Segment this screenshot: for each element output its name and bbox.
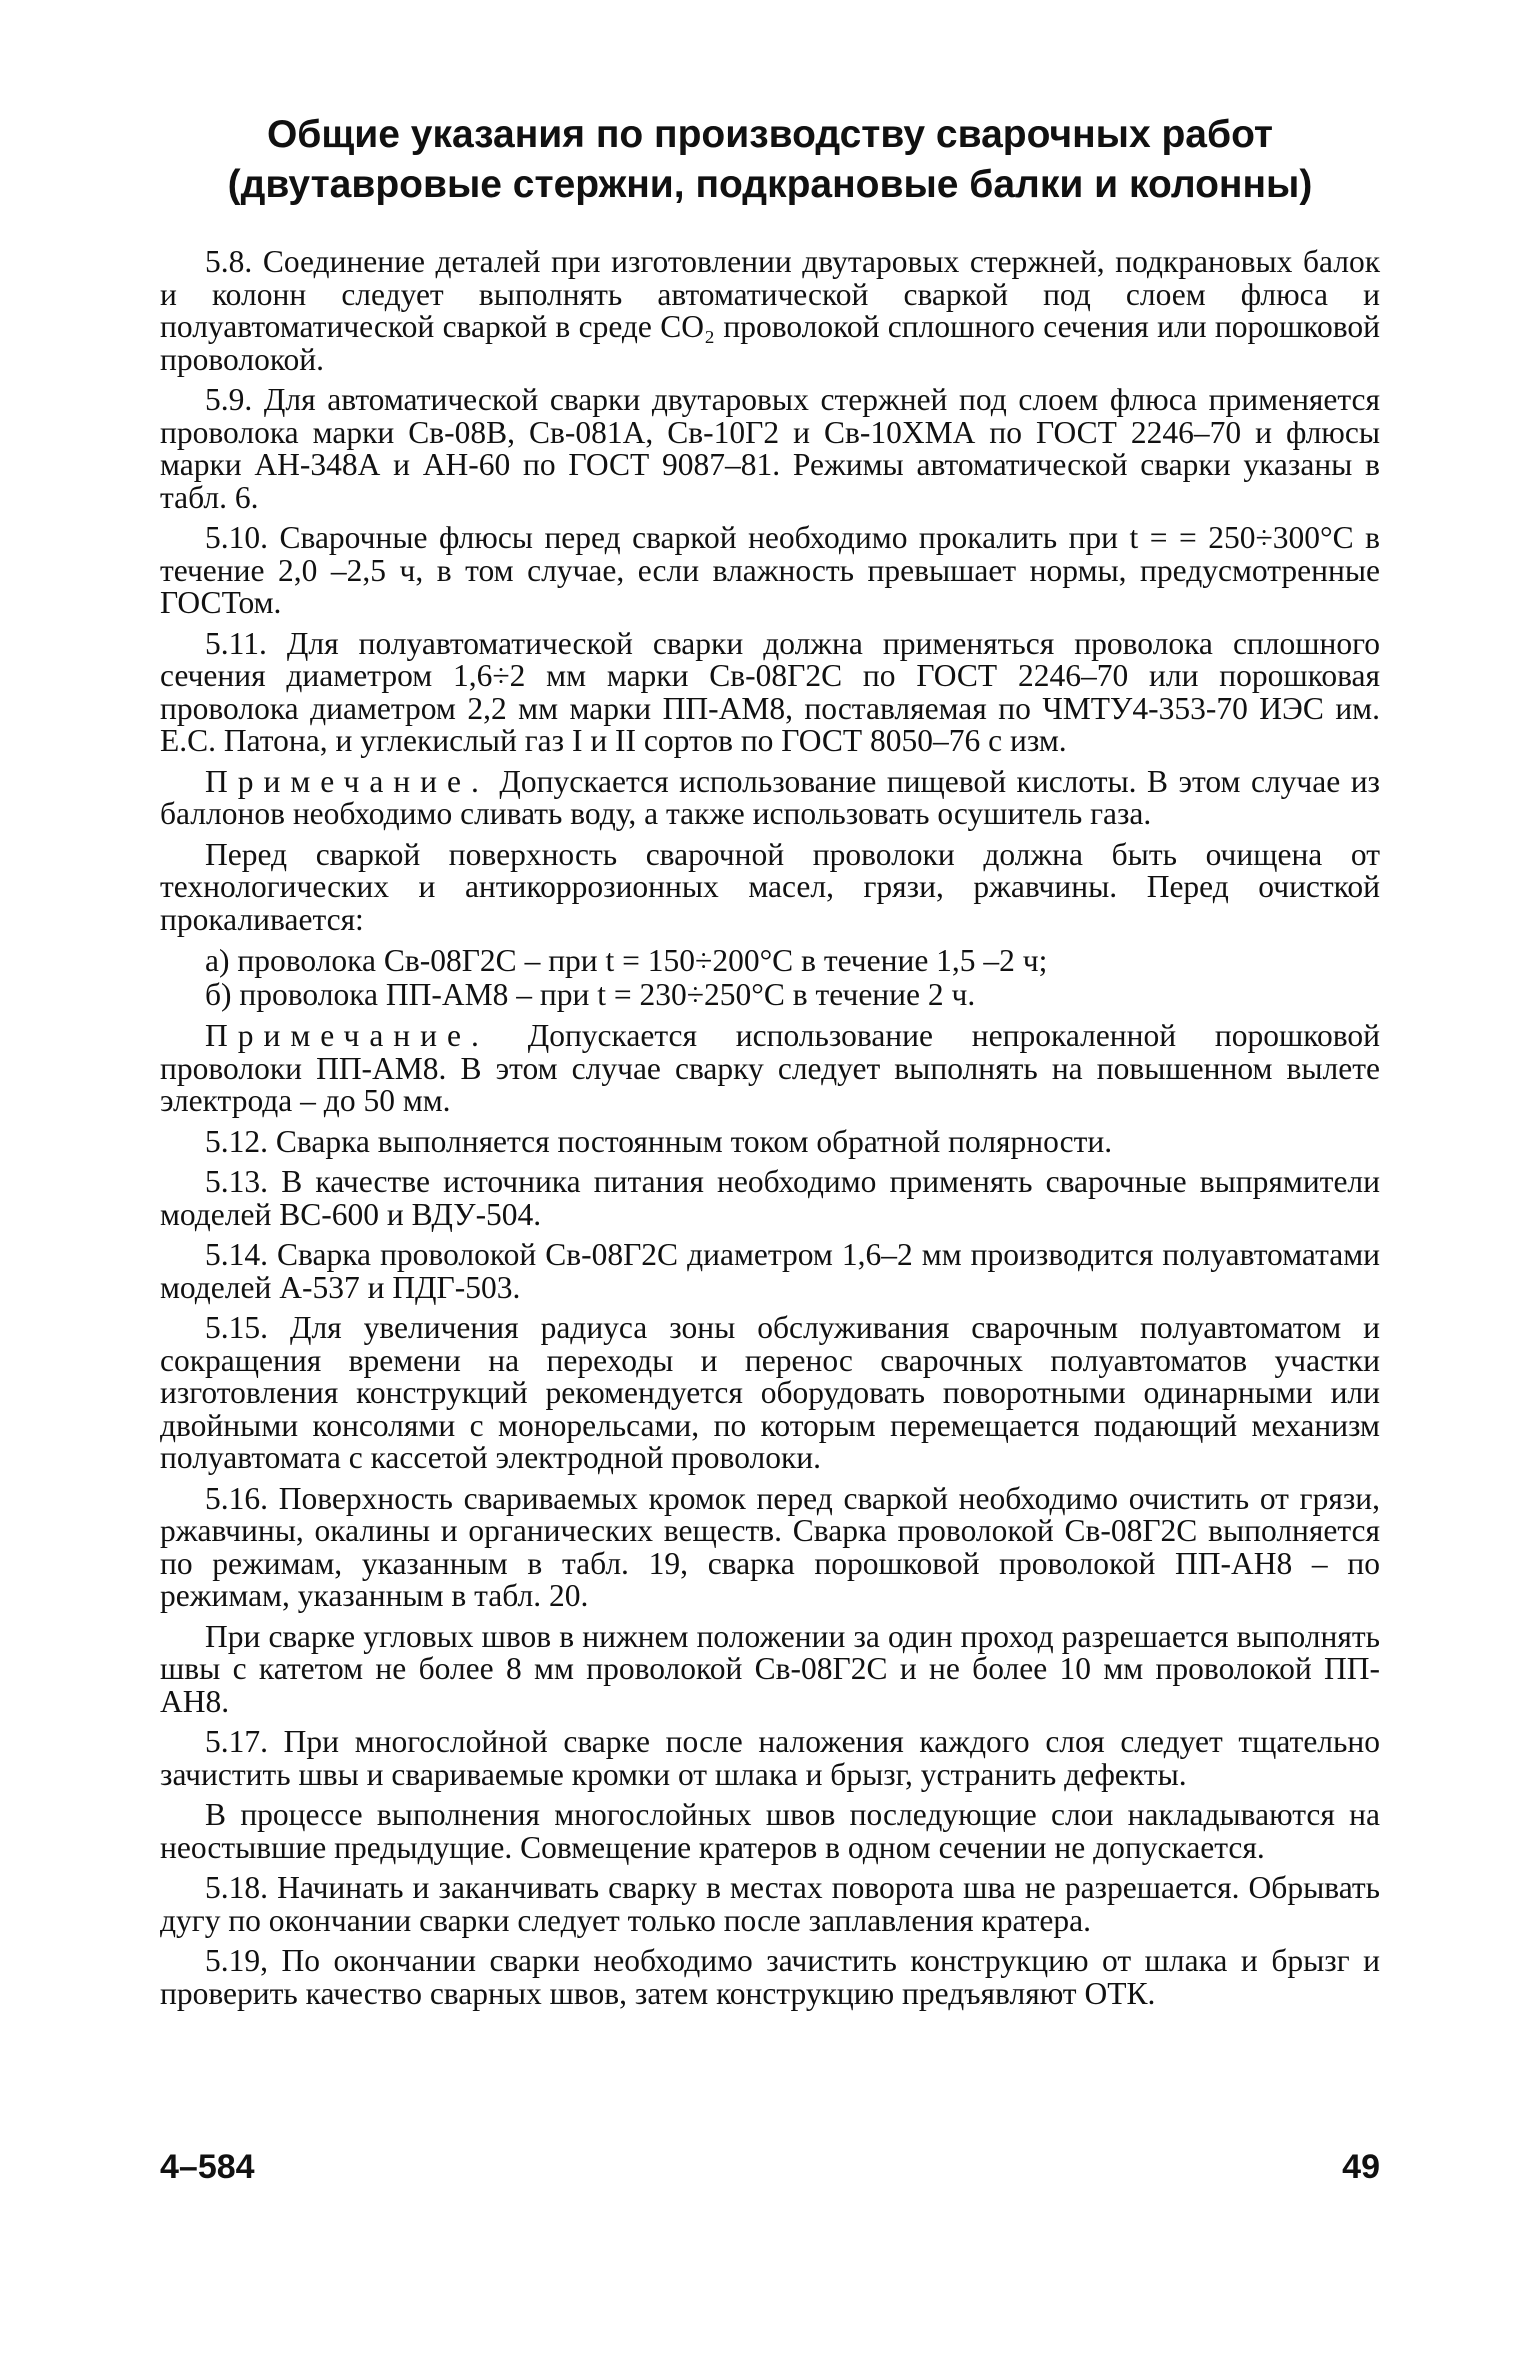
paragraph-text: Сварка проволокой Св-08Г2С диаметром 1,6–2 мм производится полуавтоматами моделей А-537 и ПДГ-503.: [160, 1237, 1380, 1305]
heading-line-1: Общие указания по производству сварочных работ: [266, 113, 1274, 156]
paragraph-5-10: [160, 522, 1380, 620]
paragraph-multilayer: [160, 1799, 1380, 1864]
note-label: Примечание.: [205, 763, 489, 799]
paragraph-number: 5.10.: [205, 520, 268, 555]
paragraph-number: 5.18.: [205, 1870, 268, 1905]
paragraph-number: 5.14.: [205, 1237, 268, 1272]
paragraph-number: 5.16.: [205, 1480, 268, 1516]
paragraph-text: Для автоматической сварки двутаровых стержней под слоем флюса применяется проволока марки Св-08В, Св-081А, Св-10Г2 и Св-10ХМА по ГОСТ 2246–70 и флюсы марки АН-348А и АН-60 по ГОСТ 9087–81. Режимы автоматической сварки указаны в табл. 6.: [160, 382, 1381, 515]
signature-mark: 4–584: [160, 2148, 255, 2186]
paragraph-5-16: [160, 1480, 1381, 1613]
paragraph-5-18: [160, 1872, 1380, 1937]
paragraph-5-14: [160, 1239, 1380, 1304]
paragraph-text: По окончании сварки необходимо зачистить конструкцию от шлака и брызг и проверить качество сварных швов, затем конструкцию предъявляют ОТК.: [160, 1943, 1380, 2011]
paragraph-text: Сварка выполняется постоянным током обратной полярности.: [275, 1123, 1113, 1159]
document-page: [160, 110, 1380, 2018]
paragraph-5-12: [160, 1123, 1380, 1159]
cleaning-intro: Перед сваркой поверхность сварочной проволоки должна быть очищена от технологических и антикоррозионных масел, грязи, ржавчины. Перед очисткой прокаливается:: [160, 836, 1380, 937]
cleaning-item-a: а) проволока Св-08Г2С – при t = 150÷200°C в течение 1,5 –2 ч;: [205, 943, 1048, 978]
page-heading: [160, 110, 1380, 210]
paragraph-text: Соединение деталей при изготовлении двутаровых стержней, подкрановых балок и колонн следует выполнять автоматической сваркой под слоем флюса и полуавтоматической сваркой в среде CO₂ проволокой сплошного сечения или порошковой проволокой.: [160, 244, 1380, 377]
paragraph-5-13: [160, 1166, 1380, 1231]
paragraph-text: Для полуавтоматической сварки должна применяться проволока сплошного сечения диаметром 1,6÷2 мм марки Св-08Г2С по ГОСТ 2246–70 или порошковая проволока диаметром 2,2 мм марки ПП-АМ8, поставляемая по ЧМТУ4-353-70 ИЭС им. Е.С. Патона, и углекислый газ I и II сортов по ГОСТ 8050–76 с изм.: [160, 625, 1380, 758]
paragraph-5-15: [160, 1312, 1380, 1475]
paragraph-number: 5.13.: [205, 1164, 268, 1199]
paragraph-number: 5.8.: [205, 244, 253, 279]
paragraph-5-9: [160, 384, 1380, 514]
cleaning-item-b: б) проволока ПП-АМ8 – при t = 230÷250°C в течение 2 ч.: [205, 977, 976, 1012]
paragraph-text: При сварке угловых швов в нижнем положении за один проход разрешается выполнять швы с катетом не более 8 мм проволокой Св-08Г2С и не более 10 мм проволокой ПП-АН8.: [160, 1618, 1380, 1719]
paragraph-number: 5.11.: [205, 625, 267, 661]
paragraph-number: 5.9.: [205, 382, 253, 417]
paragraph-text: Для увеличения радиуса зоны обслуживания сварочным полуавтоматом и сокращения времени на переходы и перенос сварочных полуавтоматов участки изготовления конструкций рекомендуется оборудовать поворотными одинарными или двойными консолями с монорельсами, по которым перемещается подающий механизм полуавтомата с кассетой электродной проволоки.: [160, 1310, 1381, 1475]
note-1: [160, 763, 1380, 831]
paragraph-text: Начинать и заканчивать сварку в местах поворота шва не разрешается. Обрывать дугу по окончании сварки следует только после заплавления кратера.: [160, 1870, 1381, 1938]
paragraph-number: 5.17.: [205, 1724, 268, 1759]
paragraph-5-19: [160, 1945, 1380, 2010]
paragraph-text: В процессе выполнения многослойных швов последующие слои накладываются на неостывшие предыдущие. Совмещение кратеров в одном сечении не допускается.: [160, 1797, 1380, 1865]
paragraph-5-11: [160, 625, 1380, 758]
paragraph-number: 5.12.: [205, 1123, 268, 1159]
paragraph-5-17: [160, 1726, 1380, 1791]
paragraph-fillet-welds: [160, 1618, 1380, 1719]
paragraph-text: Сварочные флюсы перед сваркой необходимо прокалить при t = = 250÷300°C в течение 2,0 –2,5 ч, в том случае, если влажность превышает нормы, предусмотренные ГОСТом.: [160, 520, 1380, 620]
note-2: [160, 1020, 1380, 1118]
heading-line-2: (двутавровые стержни, подкрановые балки и колонны): [227, 163, 1313, 206]
paragraph-number: 5.19,: [205, 1943, 268, 1978]
paragraph-text: Поверхность свариваемых кромок перед сваркой необходимо очистить от грязи, ржавчины, окалины и органических веществ. Сварка проволокой Св-08Г2С выполняется по режимам, указанным в табл. 19, сварка порошковой проволокой ПП-АН8 – по режимам, указанным в табл. 20.: [160, 1480, 1381, 1613]
note-text: Допускается использование непрокаленной порошковой проволоки ПП-АМ8. В этом случае сварку следует выполнять на повышенном вылете электрода – до 50 мм.: [160, 1018, 1380, 1118]
note-text: Допускается использование пищевой кислоты. В этом случае из баллонов необходимо сливать воду, а также использовать осушитель газа.: [160, 763, 1380, 831]
note-label: Примечание.: [205, 1018, 489, 1053]
paragraph-5-8: [160, 246, 1380, 376]
paragraph-text: При многослойной сварке после наложения каждого слоя следует тщательно зачистить швы и свариваемые кромки от шлака и брызг, устранить дефекты.: [160, 1724, 1380, 1792]
paragraph-text: В качестве источника питания необходимо применять сварочные выпрямители моделей ВС-600 и ВДУ-504.: [160, 1164, 1380, 1232]
paragraph-number: 5.15.: [205, 1310, 268, 1345]
page-footer: [160, 2148, 1380, 2198]
page-number: 49: [1342, 2148, 1380, 2186]
